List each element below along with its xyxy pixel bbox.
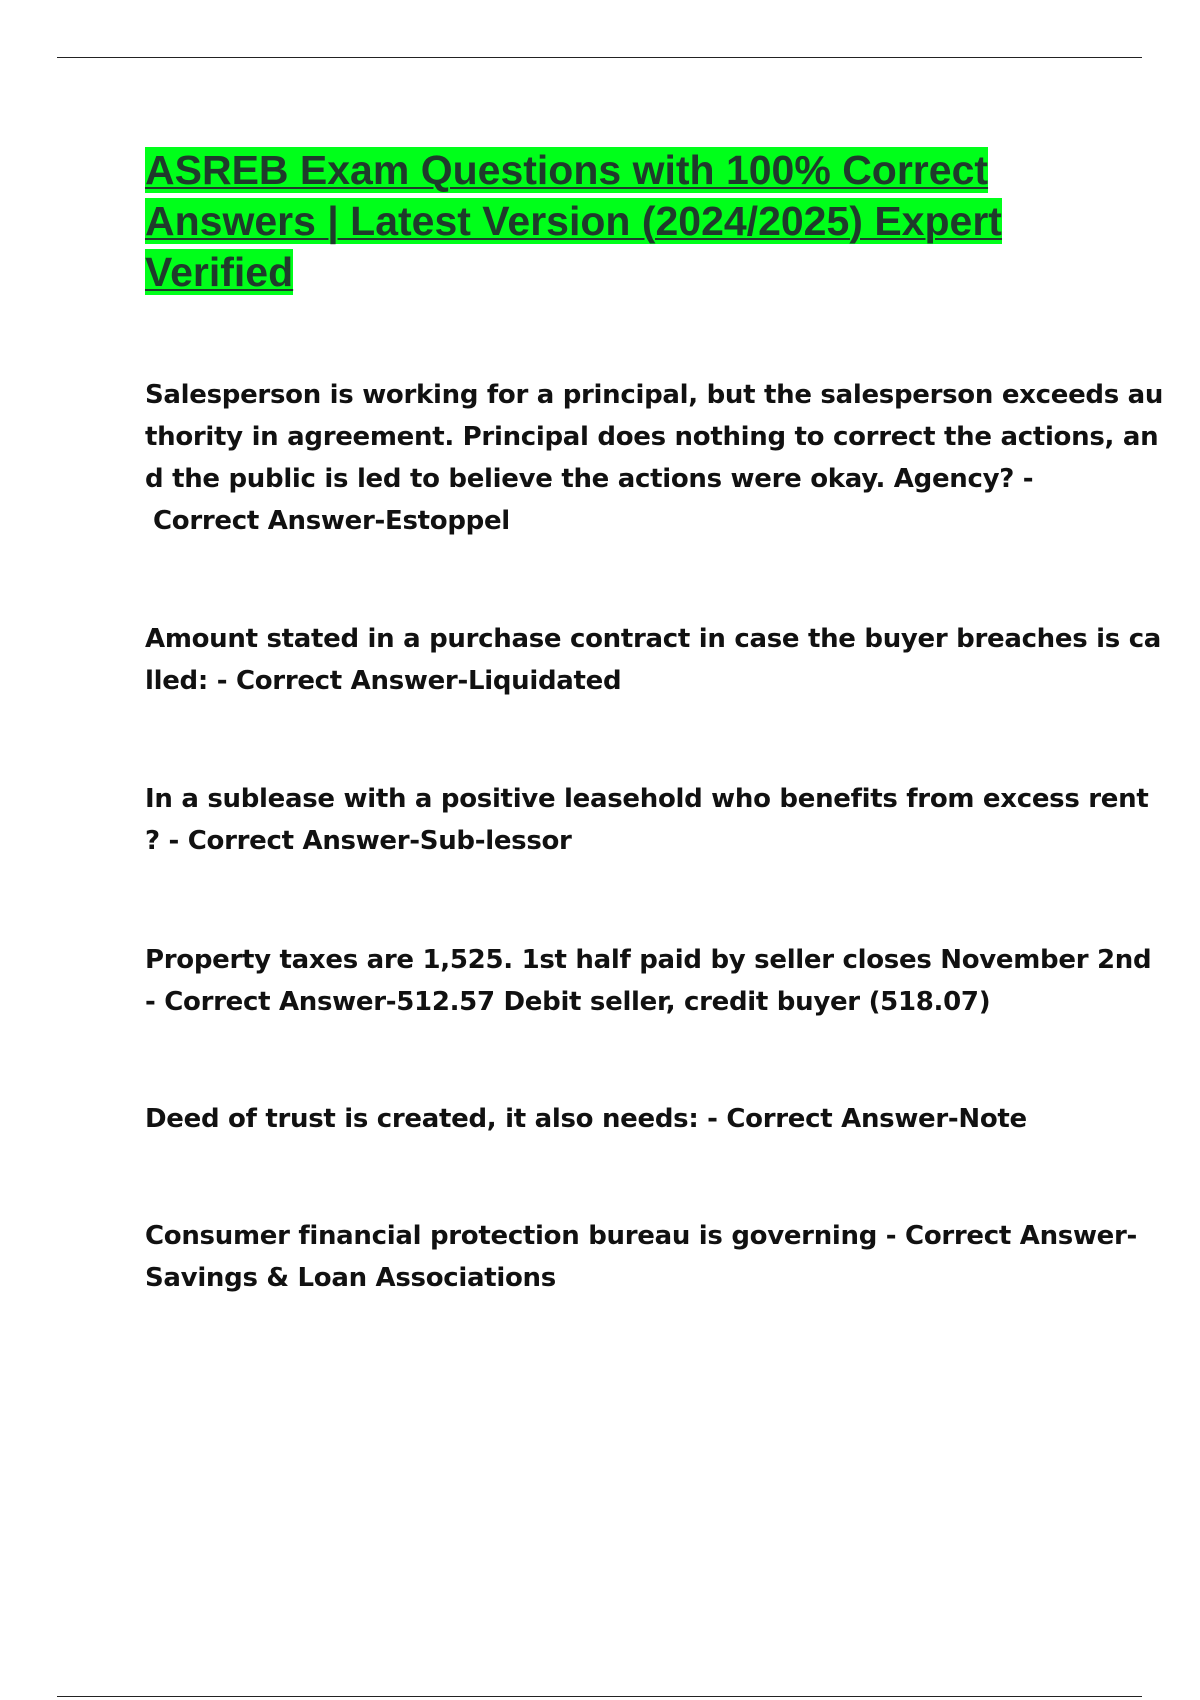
document-title-highlight: ASREB Exam Questions with 100% Correct Answers | Latest Version (2024/2025) Expert Verified [145, 147, 1002, 295]
qa-line: Consumer financial protection bureau is governing - Correct Answer- [145, 1221, 1138, 1251]
qa-line: Amount stated in a purchase contract in case the buyer breaches is ca [145, 624, 1162, 654]
qa-item-5 [145, 1098, 1085, 1140]
qa-answer-line: - Correct Answer-512.57 Debit seller, credit buyer (518.07) [145, 987, 991, 1017]
qa-item-2 [145, 618, 1162, 702]
header-rule [57, 57, 1142, 58]
qa-line: Property taxes are 1,525. 1st half paid by seller closes November 2nd [145, 945, 1152, 975]
qa-line: Salesperson is working for a principal, but the salesperson exceeds au [145, 380, 1164, 410]
qa-answer-line: ? - Correct Answer-Sub-lessor [145, 826, 572, 856]
qa-answer-line: Savings & Loan Associations [145, 1263, 556, 1293]
qa-item-4 [145, 939, 1152, 1023]
qa-answer-line: Correct Answer-Estoppel [153, 506, 510, 536]
qa-item-3 [145, 778, 1149, 862]
qa-item-1 [145, 374, 1164, 542]
qa-line: In a sublease with a positive leasehold who benefits from excess rent [145, 784, 1149, 814]
qa-line: thority in agreement. Principal does nothing to correct the actions, an [145, 422, 1159, 452]
qa-answer-line: lled: - Correct Answer-Liquidated [145, 666, 622, 696]
qa-answer-line: Deed of trust is created, it also needs: - Correct Answer-Note [145, 1104, 1027, 1134]
document-title [145, 145, 1085, 298]
qa-item-6 [145, 1215, 1138, 1299]
footer-rule [57, 1696, 1142, 1697]
qa-line: d the public is led to believe the actions were okay. Agency? - [145, 464, 1034, 494]
